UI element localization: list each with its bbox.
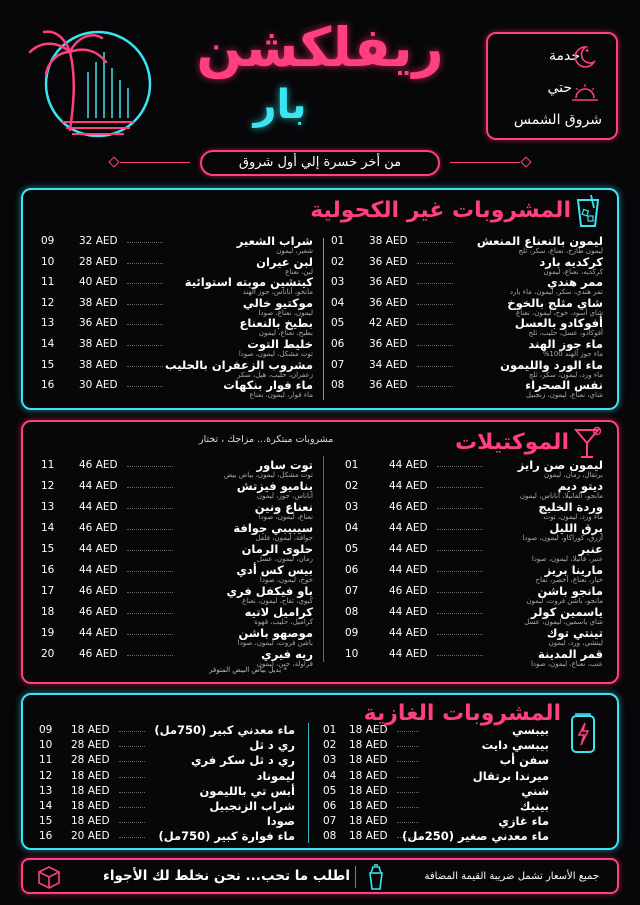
mocktails-footnote: * بديل بياض البيض المتوفر xyxy=(209,666,287,674)
item-price: 18 AED xyxy=(71,800,110,812)
menu-item-row xyxy=(79,584,313,606)
menu-item-row xyxy=(79,255,313,277)
item-price: 20 AED xyxy=(71,830,110,843)
item-price: 44 AED xyxy=(389,606,428,618)
item-name: عنبر xyxy=(578,542,603,556)
item-number: 09 xyxy=(345,627,359,639)
item-name: ليمون صن رايز xyxy=(517,458,603,472)
menu-item-row xyxy=(389,647,603,669)
item-name: ماء جوز الهند xyxy=(528,337,603,351)
item-number: 10 xyxy=(39,739,53,752)
item-number: 07 xyxy=(345,585,359,597)
item-description: توت مشكل، ليمون، بياض بيض xyxy=(223,471,313,479)
menu-item-row xyxy=(389,584,603,606)
item-name: نفس الصحراء xyxy=(525,378,603,393)
logo-title: ريفلكشن xyxy=(196,16,444,79)
item-price: 18 AED xyxy=(71,815,110,828)
item-price: 28 AED xyxy=(71,739,110,752)
item-name: ري د ثل xyxy=(249,738,295,753)
item-description: مانجو، باشن فروت، ليمون xyxy=(526,597,603,605)
item-name: كيتشين موبته استوائية xyxy=(184,275,313,290)
sunrise-icon xyxy=(570,82,600,104)
item-name: بيبسي دايت xyxy=(481,738,549,753)
item-name: قمر المدينة xyxy=(538,647,603,661)
item-number: 18 xyxy=(41,606,55,618)
item-description: جوافة، ليمون، فلفل xyxy=(255,534,313,542)
item-name: أفوكادو بالعسل xyxy=(514,316,603,331)
item-price: 38 AED xyxy=(79,296,118,309)
item-number: 03 xyxy=(323,754,337,767)
item-price: 44 AED xyxy=(389,522,428,534)
item-name: نعناع ونين xyxy=(254,500,313,514)
item-description: ماء ورد، ليمون، توت xyxy=(543,513,603,521)
item-price: 36 AED xyxy=(79,317,118,330)
item-name: سيبيبي جوافة xyxy=(233,521,313,535)
item-price: 18 AED xyxy=(71,769,110,782)
item-number: 11 xyxy=(41,459,55,471)
menu-item-row xyxy=(389,458,603,480)
item-price: 36 AED xyxy=(369,379,408,392)
menu-item-row xyxy=(79,378,313,400)
item-price: 46 AED xyxy=(79,522,118,534)
item-name: موكتيو خالي xyxy=(242,295,313,310)
item-price: 46 AED xyxy=(79,648,118,660)
palm-skyline-icon xyxy=(18,22,158,147)
moon-icon xyxy=(568,44,598,70)
shaker-icon xyxy=(365,863,387,891)
header xyxy=(0,0,640,148)
item-number: 09 xyxy=(39,724,53,736)
item-number: 12 xyxy=(41,296,55,309)
menu-item-row xyxy=(79,296,313,318)
item-price: 38 AED xyxy=(79,358,118,371)
menu-item-row xyxy=(389,605,603,627)
item-number: 11 xyxy=(39,754,53,767)
item-description: برتقال، رمان، ليمون xyxy=(544,471,603,479)
can-icon xyxy=(569,711,597,755)
item-description: تمر هندي، سكر، ليمون، ماء بارد xyxy=(509,288,603,297)
item-name: شاي مثلج بالخوخ xyxy=(507,295,603,310)
item-price: 44 AED xyxy=(79,480,118,492)
item-name: ماء فوارة كبير (750مل) xyxy=(158,829,295,844)
item-description: أناناس، جوز، ليمون xyxy=(257,492,313,500)
footer-vat-note: جميع الأسعار تشمل ضريبة القيمة المضافة xyxy=(424,871,599,882)
item-description: بطيخ، نعناع، ليمون xyxy=(258,329,313,338)
service-line-3: شروق الشمس xyxy=(513,112,602,128)
menu-item-row xyxy=(79,542,313,564)
logo-subtitle: بار xyxy=(253,82,307,128)
item-price: 30 AED xyxy=(79,379,118,392)
item-name: برق الليل xyxy=(549,521,603,535)
menu-item-row xyxy=(79,500,313,522)
diamond-icon xyxy=(520,156,531,167)
menu-item-row xyxy=(79,275,313,297)
item-number: 20 xyxy=(41,648,55,660)
menu-item-row xyxy=(79,605,313,627)
item-name: ليمون بالنعناع المنعش xyxy=(476,234,603,248)
item-number: 12 xyxy=(41,480,55,492)
item-price: 44 AED xyxy=(79,564,118,576)
item-name: مارينا بريز xyxy=(544,563,603,577)
item-price: 18 AED xyxy=(349,724,388,736)
item-description: فراولة، جبن، ليمون xyxy=(256,660,313,668)
tagline: من أخر خسرة إلي أول شروق xyxy=(200,150,440,176)
item-price: 38 AED xyxy=(79,338,118,350)
menu-item-row xyxy=(389,626,603,648)
item-description: خيار، نعناع، أخضر، تفاح xyxy=(535,576,603,584)
service-line-2: حتي xyxy=(547,80,572,96)
menu-item-row xyxy=(389,479,603,501)
item-price: 36 AED xyxy=(369,296,408,309)
item-price: 18 AED xyxy=(71,784,110,797)
item-name: بيس كس أدي xyxy=(236,563,313,577)
item-price: 18 AED xyxy=(349,754,388,767)
item-description: ماء ورد، ليمون، سكر، ثلج xyxy=(528,370,603,379)
item-number: 06 xyxy=(345,564,359,576)
item-number: 03 xyxy=(345,501,359,513)
svg-text:✦: ✦ xyxy=(584,47,590,55)
item-name: ماء معدني صغير (250مل) xyxy=(402,829,549,844)
item-number: 06 xyxy=(331,338,345,350)
item-number: 15 xyxy=(41,358,55,371)
section-title: الموكتيلات xyxy=(455,430,569,455)
item-name: موصهو باشن xyxy=(238,626,313,640)
item-name: ماء معدني كبير (750مل) xyxy=(154,723,295,737)
item-description: ليمون طازج، نعناع، سكر، ثلج xyxy=(518,247,603,255)
item-description: لبن، نعناع xyxy=(285,267,313,276)
item-name: شراب الشعير xyxy=(236,234,313,248)
menu-item-row xyxy=(369,316,603,338)
item-number: 08 xyxy=(345,606,359,618)
item-name: خليط التوت xyxy=(247,337,313,351)
item-number: 05 xyxy=(331,317,345,330)
item-description: شاي ياسمين، ليمون، عسل xyxy=(524,618,603,626)
item-number: 13 xyxy=(39,784,53,797)
item-name: مشروب الزعفران بالحليب xyxy=(165,357,313,372)
item-price: 36 AED xyxy=(369,276,408,289)
item-number: 04 xyxy=(345,522,359,534)
item-price: 42 AED xyxy=(369,317,408,330)
item-number: 11 xyxy=(41,276,55,289)
item-price: 18 AED xyxy=(349,769,388,782)
menu-item-row xyxy=(369,234,603,256)
box-icon xyxy=(35,864,63,890)
item-price: 46 AED xyxy=(389,501,428,513)
item-number: 07 xyxy=(323,815,337,828)
item-name: ليموناد xyxy=(256,768,295,783)
item-price: 28 AED xyxy=(79,255,118,268)
item-number: 05 xyxy=(345,543,359,555)
item-name: بطيخ بالنعناع xyxy=(239,316,313,331)
item-name: لبن عيران xyxy=(256,254,313,269)
item-name: ياسمين كولر xyxy=(530,605,603,619)
section-title: المشروبات غير الكحولية xyxy=(310,198,571,223)
item-description: مانجو، أناناس، جوز الهند xyxy=(242,288,313,297)
item-price: 44 AED xyxy=(79,543,118,555)
item-number: 02 xyxy=(323,739,337,752)
item-name: شراب الزنجبيل xyxy=(209,799,295,813)
item-number: 14 xyxy=(41,338,55,350)
item-name: وردة الخليج xyxy=(538,500,603,514)
item-price: 44 AED xyxy=(389,627,428,639)
item-description: شعير، ليمون xyxy=(276,247,313,255)
item-name: توت ساور xyxy=(256,458,313,472)
menu-item-row xyxy=(79,358,313,380)
diamond-icon xyxy=(108,156,119,167)
item-price: 44 AED xyxy=(79,501,118,513)
item-name: صودا xyxy=(266,814,295,829)
sodas-section xyxy=(21,693,619,850)
item-price: 32 AED xyxy=(79,235,118,247)
menu-item-row xyxy=(79,521,313,543)
item-description: رمان، ليمون، عسل xyxy=(256,555,313,563)
item-number: 16 xyxy=(39,830,53,843)
service-line-1: خدمة xyxy=(548,48,580,64)
item-name: ماء غازي xyxy=(498,814,549,829)
item-price: 44 AED xyxy=(389,480,428,492)
item-description: خوخ، ليمون، صودا xyxy=(259,576,313,584)
item-price: 44 AED xyxy=(79,627,118,639)
item-number: 15 xyxy=(39,815,53,828)
item-description: شاي، نعناع، ليمون، زنجبيل xyxy=(525,391,603,400)
item-name: ريه فيري xyxy=(261,647,313,661)
menu-item-row xyxy=(79,647,313,669)
menu-item-row xyxy=(369,337,603,359)
item-price: 28 AED xyxy=(71,754,110,767)
item-number: 08 xyxy=(323,830,337,843)
item-name: شني xyxy=(521,783,549,798)
menu-item-row xyxy=(369,358,603,380)
item-number: 19 xyxy=(41,627,55,639)
item-number: 16 xyxy=(41,379,55,392)
menu-item-row xyxy=(79,626,313,648)
item-description: ليتشي، ورد، ليمون xyxy=(548,639,603,647)
menu-item-row xyxy=(369,296,603,318)
menu-item-row xyxy=(389,542,603,564)
menu-item-row xyxy=(79,337,313,359)
item-name: بناميو فيزتش xyxy=(236,479,313,493)
mocktails-subnote: مشروبات مبتكرة... مزاجك ، تختار xyxy=(199,434,334,445)
item-description: عنب، نعناع، ليمون، صودا xyxy=(530,660,603,668)
menu-item-row xyxy=(389,500,603,522)
item-number: 10 xyxy=(41,255,55,268)
tagline-area xyxy=(110,150,530,176)
item-price: 38 AED xyxy=(369,235,408,247)
item-description: أزرق، كوراكاو، ليمون، صودا xyxy=(522,534,603,542)
mocktails-section xyxy=(21,420,619,684)
item-price: 18 AED xyxy=(71,724,110,736)
item-number: 04 xyxy=(331,296,345,309)
item-price: 44 AED xyxy=(389,459,428,471)
menu-item-row xyxy=(369,378,603,400)
item-name: ري د ثل سكر فري xyxy=(190,753,295,768)
item-price: 44 AED xyxy=(389,648,428,660)
item-name: ممر هندي xyxy=(547,275,603,290)
item-price: 18 AED xyxy=(349,830,388,843)
item-name: بينيك xyxy=(519,799,549,813)
item-description: باشن فروت، ليمون، صودا xyxy=(237,639,313,647)
item-number: 15 xyxy=(41,543,55,555)
item-price: 18 AED xyxy=(349,739,388,752)
item-description: زعفران، حليب، هيل، سكر xyxy=(237,370,313,379)
item-number: 08 xyxy=(331,379,345,392)
item-name: مانجو باشن xyxy=(537,584,603,598)
item-number: 06 xyxy=(323,800,337,812)
item-description: نعناع، ليمون، صودا xyxy=(258,513,313,521)
item-name: تينتي توك xyxy=(546,626,603,640)
menu-item-row xyxy=(369,255,603,277)
item-price: 46 AED xyxy=(79,459,118,471)
item-price: 46 AED xyxy=(79,585,118,597)
item-number: 01 xyxy=(331,235,345,247)
item-price: 46 AED xyxy=(389,585,428,597)
glass-icon xyxy=(575,194,601,228)
item-description: عنبر، فانيلا، ليمون، صودا xyxy=(531,555,603,563)
menu-item-row xyxy=(79,563,313,585)
item-description: شاي أسود، خوخ، ليمون، نعناع xyxy=(516,308,603,317)
item-number: 02 xyxy=(331,255,345,268)
item-description: أفوكادو، عسل، حليب، ثلج xyxy=(528,329,603,338)
item-price: 34 AED xyxy=(369,358,408,371)
footer-slogan: اطلب ما تحب... نحن نخلط لك الأجواء xyxy=(103,868,351,884)
item-number: 13 xyxy=(41,317,55,330)
non-alcoholic-section xyxy=(21,188,619,410)
item-description: كراميل، حليب، قهوة xyxy=(254,618,313,626)
item-number: 17 xyxy=(41,585,55,597)
section-title: المشروبات الغازية xyxy=(363,701,561,726)
item-price: 18 AED xyxy=(349,784,388,797)
item-name: ماء فوار بنكهات xyxy=(223,378,313,393)
service-hours-box xyxy=(486,32,618,140)
item-number: 16 xyxy=(41,564,55,576)
item-description: كركديه، نعناع، ليمون xyxy=(543,267,603,276)
menu-item-row xyxy=(79,458,313,480)
footer xyxy=(21,858,619,894)
item-description: ماء فوار، ليمون، نعناع xyxy=(249,391,313,400)
item-price: 18 AED xyxy=(349,815,388,828)
item-price: 40 AED xyxy=(79,276,118,289)
item-number: 03 xyxy=(331,276,345,289)
menu-item-row xyxy=(71,829,295,851)
item-name: سفن أب xyxy=(499,753,549,768)
item-number: 04 xyxy=(323,769,337,782)
item-number: 05 xyxy=(323,784,337,797)
menu-item-row xyxy=(389,563,603,585)
menu-item-row xyxy=(79,479,313,501)
item-name: ميرندا برتقال xyxy=(472,768,549,783)
item-name: كراميل لاتيه xyxy=(244,605,313,619)
item-price: 44 AED xyxy=(389,543,428,555)
cocktail-icon xyxy=(573,426,603,460)
item-description: ليمون، نعناع، صودا xyxy=(258,308,313,317)
item-name: أبس تي بالليمون xyxy=(199,783,295,798)
menu-item-row xyxy=(79,316,313,338)
menu-item-row xyxy=(369,275,603,297)
item-number: 07 xyxy=(331,358,345,371)
menu-item-row xyxy=(79,234,313,256)
item-number: 02 xyxy=(345,480,359,492)
item-number: 14 xyxy=(41,522,55,534)
item-number: 13 xyxy=(41,501,55,513)
menu-item-row xyxy=(349,829,549,851)
menu-item-row xyxy=(389,521,603,543)
item-name: بيبسي xyxy=(511,723,549,737)
item-description: ماء جوز الهند 100% xyxy=(542,350,603,358)
item-description: مانجو، الفانيلا، أناناس، ليمون xyxy=(519,492,603,500)
item-name: ديتو ديم xyxy=(557,479,603,493)
item-name: حلوى الرمان xyxy=(241,542,313,556)
item-name: كركديه بارد xyxy=(539,254,603,269)
item-name: باو فيكفل فري xyxy=(226,584,313,598)
item-number: 01 xyxy=(323,724,337,736)
item-price: 44 AED xyxy=(389,564,428,576)
item-description: كيوي، تفاح، ليمون، نعناع xyxy=(242,597,313,605)
item-number: 10 xyxy=(345,648,359,660)
item-number: 14 xyxy=(39,800,53,812)
item-number: 12 xyxy=(39,769,53,782)
item-number: 09 xyxy=(41,235,55,247)
item-price: 36 AED xyxy=(369,338,408,350)
item-price: 46 AED xyxy=(79,606,118,618)
item-price: 36 AED xyxy=(369,255,408,268)
item-description: توت مشكل، ليمون، صودا xyxy=(238,350,313,358)
item-number: 01 xyxy=(345,459,359,471)
item-price: 18 AED xyxy=(349,800,388,812)
item-name: ماء الورد والليمون xyxy=(500,357,603,372)
